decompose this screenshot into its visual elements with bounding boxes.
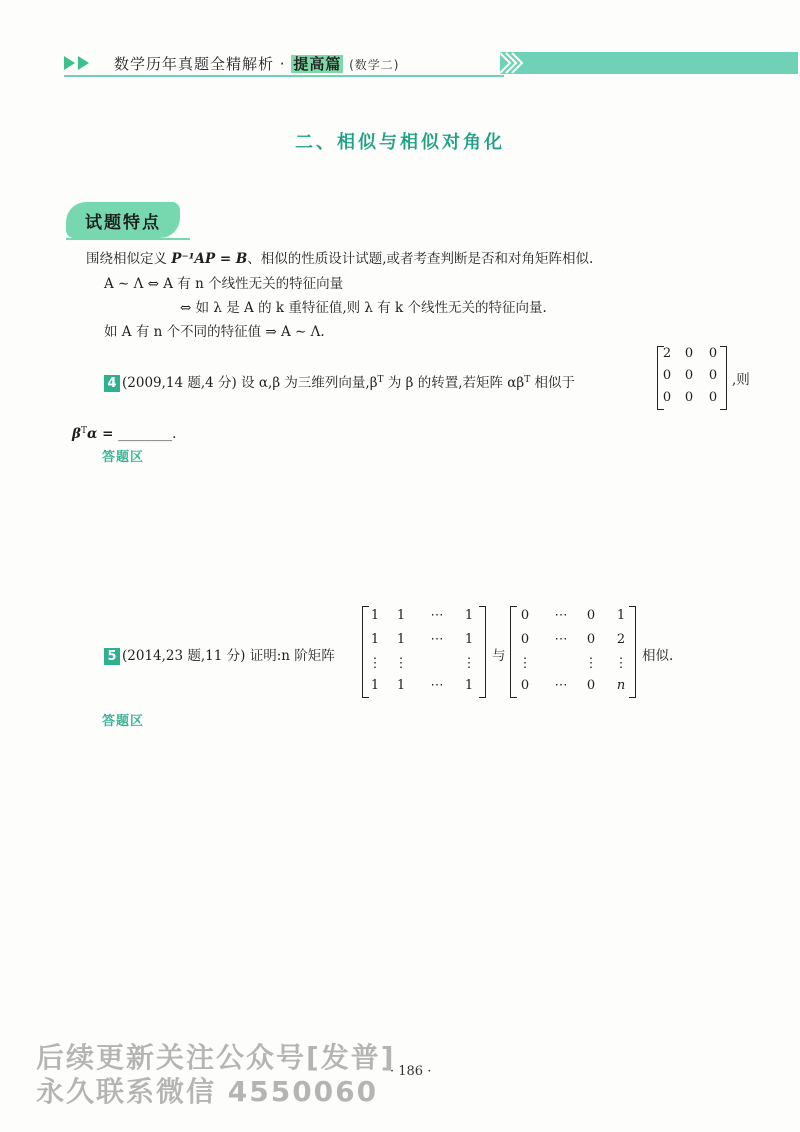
subject-label: (数学二) — [349, 58, 400, 72]
q4-answer-line: $\beta^T\alpha$ = ________. — [72, 426, 177, 442]
q4-number: 4 — [104, 375, 120, 392]
badge-rule — [66, 238, 190, 240]
q5-connector: 与 — [492, 648, 506, 664]
q5-matrix-a: 1 1 ⋯ 1 1 1 ⋯ 1 ⋮ ⋮ ⋮ 1 1 ⋯ 1 — [362, 606, 486, 698]
q5-matrix-b: 0 ⋯ 0 1 0 ⋯ 0 2 ⋮ ⋮ ⋮ 0 ⋯ 0 n — [510, 606, 636, 698]
watermark-line-2: 永久联系微信 4550060 — [36, 1075, 379, 1108]
feature-line-3: ⇔ 如 λ 是 A 的 k 重特征值,则 λ 有 k 个线性无关的特征向量. — [180, 300, 547, 316]
feature-badge — [66, 202, 180, 238]
q4-source: (2009,14 题,4 分) — [122, 375, 237, 391]
q5-source: (2014,23 题,11 分) — [122, 648, 246, 664]
q5-statement: 5 (2014,23 题,11 分) 证明:n 阶矩阵 — [104, 647, 335, 665]
watermark-line-1: 后续更新关注公众号[发普] — [36, 1041, 396, 1074]
q5-answer-area: 答题区 — [102, 714, 145, 729]
q4-tail: ,则 — [732, 372, 750, 388]
page-number: · 186 · — [390, 1064, 432, 1079]
q4-statement: 4 (2009,14 题,4 分) 设 α,β 为三维列向量$,\beta^T$ 为 β 的转置,若矩阵 $\alpha\beta^T$ 相似于 — [104, 371, 575, 392]
double-arrow-icon — [64, 56, 94, 70]
q4-answer-area: 答题区 — [102, 450, 145, 465]
header-band — [500, 52, 798, 74]
section-title: 二、相似与相似对角化 — [295, 132, 505, 153]
q4-matrix: 2 0 0 0 0 0 0 0 0 — [657, 346, 727, 410]
chevron-right-icon — [494, 52, 534, 74]
q5-tail: 相似. — [642, 648, 674, 664]
feature-line-1: 围绕相似定义 P⁻¹AP = B、相似的性质设计试题,或者考查判断是否和对角矩阵相似. — [86, 251, 594, 267]
feature-line-4: 如 A 有 n 个不同的特征值 ⇒ A ∼ Λ. — [104, 324, 325, 340]
page-header — [64, 50, 798, 76]
feature-badge-label: 试题特点 — [85, 213, 161, 233]
definition-formula: P⁻¹AP = B — [171, 251, 248, 267]
q5-number: 5 — [104, 648, 120, 665]
header-rule — [64, 75, 504, 77]
book-title: 数学历年真题全精解析 · 提高篇 (数学二) — [114, 55, 400, 73]
answer-blank[interactable]: ________ — [118, 426, 173, 442]
volume-label: 提高篇 — [293, 55, 342, 73]
feature-line-2: A ∼ Λ ⇔ A 有 n 个线性无关的特征向量 — [104, 276, 344, 292]
